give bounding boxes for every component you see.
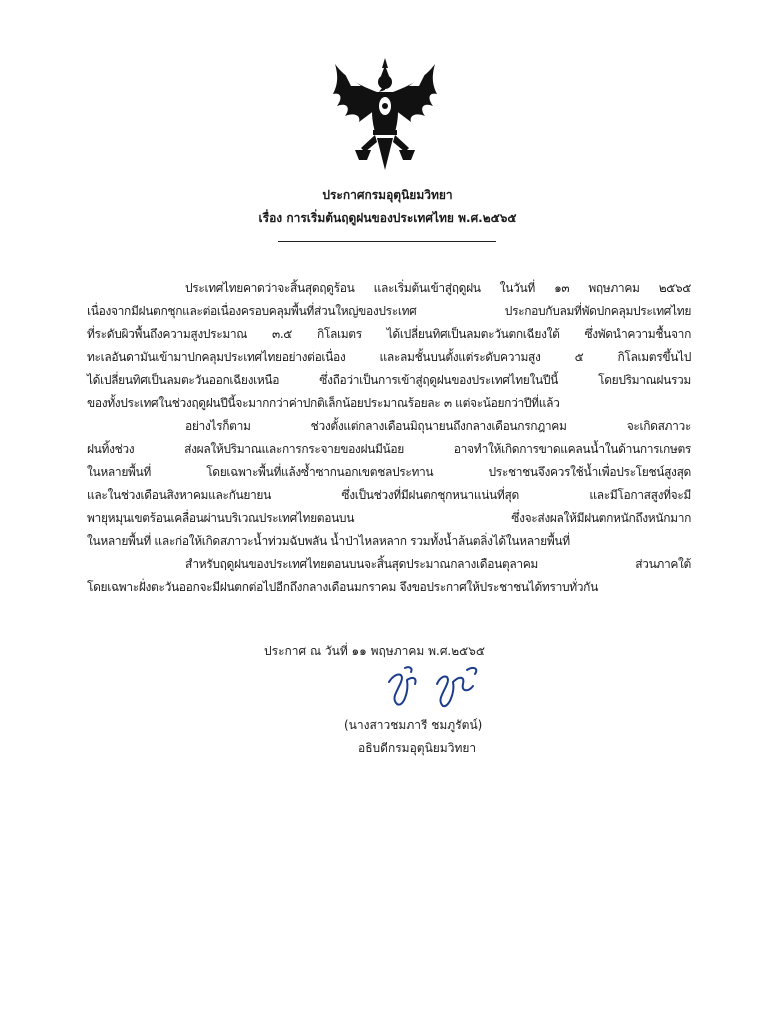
body-line: ได้เปลี่ยนทิศเป็นลมตะวันออกเฉียงเหนือ ซึ่งถือว่าเป็นการเข้าสู่ฤดูฝนของประเทศไทยในปีนี้ โดยปริมาณฝนรวม [87,373,691,387]
body-line: ในหลายพื้นที่ โดยเฉพาะพื้นที่แล้งซ้ำซากนอกเขตชลประทาน ประชาชนจึงควรใช้น้ำเพื่อประโยชน์สูงสุด [87,465,691,479]
body-line: อย่างไรก็ตาม ช่วงตั้งแต่กลางเดือนมิถุนายนถึงกลางเดือนกรกฎาคม จะเกิดสภาวะ [185,419,691,433]
body-line: ของทั้งประเทศในช่วงฤดูฝนปีนี้จะมากกว่าค่าปกติเล็กน้อยประมาณร้อยละ ๓ แต่จะน้อยกว่าปีที่แล้ว [87,396,560,410]
body-line: พายุหมุนเขตร้อนเคลื่อนผ่านบริเวณประเทศไทยตอนบน ซึ่งจะส่งผลให้มีฝนตกหนักถึงหนักมาก [87,511,691,525]
body-line: ในหลายพื้นที่ และก่อให้เกิดสภาวะน้ำท่วมฉับพลัน น้ำป่าไหลหลาก รวมทั้งน้ำล้นตลิ่งได้ในหลายพื้นที่ [87,534,570,548]
signatory-name: (นางสาวชมภารี ชมภูรัตน์) [344,718,483,732]
body-line: โดยเฉพาะฝั่งตะวันออกจะมีฝนตกต่อไปอีกถึงกลางเดือนมกราคม จึงขอประกาศให้ประชาชนได้ทราบทั่วกัน [87,580,598,594]
handwritten-signature [375,662,515,710]
body-line: ที่ระดับผิวพื้นถึงความสูงประมาณ ๓.๕ กิโลเมตร ได้เปลี่ยนทิศเป็นลมตะวันตกเฉียงใต้ ซึ่งพัดนำความชื้นจาก [87,327,691,341]
garuda-emblem-icon [331,56,439,172]
announcement-date: ประกาศ ณ วันที่ ๑๑ พฤษภาคม พ.ศ.๒๕๖๕ [264,644,485,658]
body-line: สำหรับฤดูฝนของประเทศไทยตอนบนจะสิ้นสุดประมาณกลางเดือนตุลาคม ส่วนภาคใต้ [185,557,691,571]
body-line: ทะเลอันดามันเข้ามาปกคลุมประเทศไทยอย่างต่อเนื่อง และลมชั้นบนตั้งแต่ระดับความสูง ๕ กิโลเมตรขึ้นไป [87,350,691,364]
body-line: และในช่วงเดือนสิงหาคมและกันยายน ซึ่งเป็นช่วงที่มีฝนตกชุกหนาแน่นที่สุด และมีโอกาสสูงที่จะมี [87,488,691,502]
body-line: เนื่องจากมีฝนตกชุกและต่อเนื่องครอบคลุมพื้นที่ส่วนใหญ่ของประเทศ ประกอบกับลมที่พัดปกคลุมประเทศไทย [87,304,691,318]
announcement-subject: เรื่อง การเริ่มต้นฤดูฝนของประเทศไทย พ.ศ.๒๕๖๕ [258,211,517,225]
body-line: ฝนทิ้งช่วง ส่งผลให้ปริมาณและการกระจายของฝนมีน้อย อาจทำให้เกิดการขาดแคลนน้ำในด้านการเกษตร [87,442,691,456]
signatory-position: อธิบดีกรมอุตุนิยมวิทยา [358,741,477,755]
body-line: ประเทศไทยคาดว่าจะสิ้นสุดฤดูร้อน และเริ่มต้นเข้าสู่ฤดูฝน ในวันที่ ๑๓ พฤษภาคม ๒๕๖๕ [185,281,691,295]
announcement-title: ประกาศกรมอุตุนิยมวิทยา [322,188,453,202]
title-divider [278,241,496,242]
